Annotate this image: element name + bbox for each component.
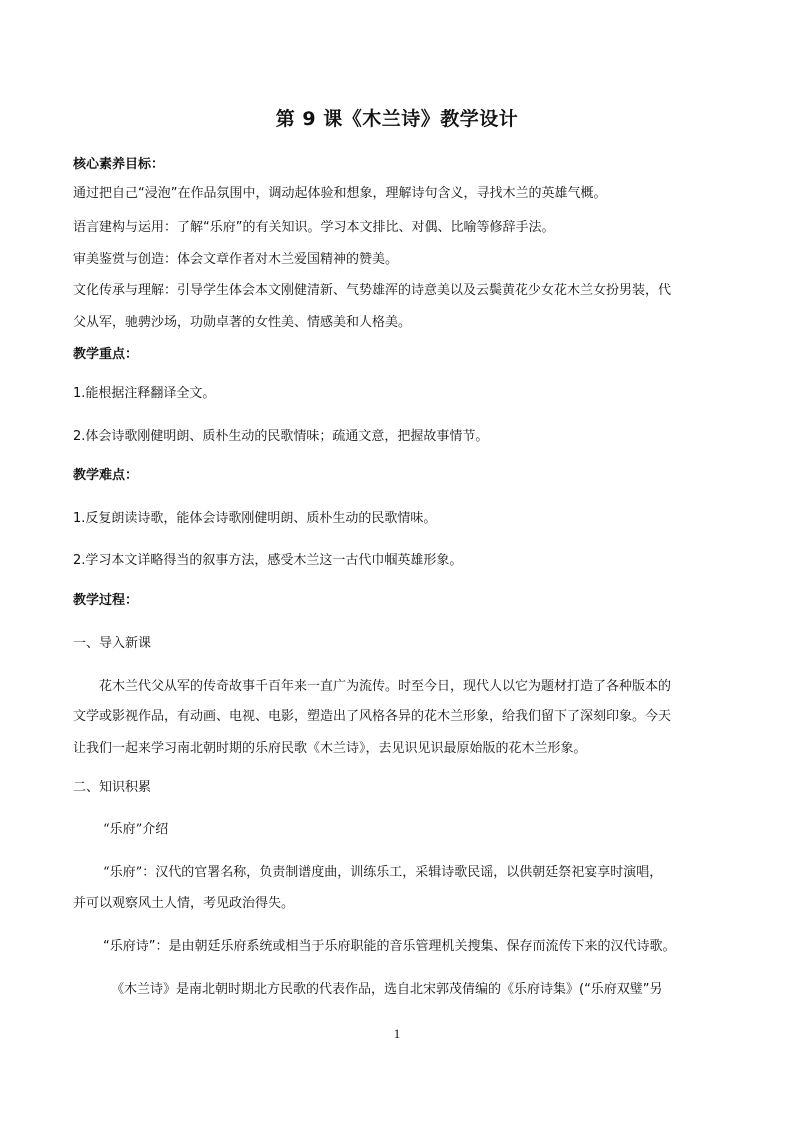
goal-paragraph: 父从军，驰骋沙场，功勋卓著的女性美、情感美和人格美。 — [73, 315, 412, 330]
core-goals-label: 核心素养目标： — [73, 157, 165, 172]
yuefu-heading: “乐府”介绍 — [103, 822, 169, 837]
goal-paragraph: 通过把自己“浸泡”在作品氛围中，调动起体验和想象，理解诗句含义，寻找木兰的英雄气概。 — [73, 186, 607, 201]
document-title: 第 9 课《木兰诗》教学设计 — [275, 108, 519, 130]
intro-paragraph: 让我们一起来学习南北朝时期的乐府民歌《木兰诗》，去见识见识最原始版的花木兰形象。 — [73, 741, 587, 756]
focus-label: 教学重点： — [73, 347, 139, 362]
goal-paragraph: 审美鉴赏与创造：体会文章作者对木兰爱国精神的赞美。 — [73, 252, 399, 267]
yuefu-paragraph: “乐府”：汉代的官署名称，负责制谱度曲，训练乐工，采辑诗歌民谣，以供朝廷祭祀宴享时演唱， — [103, 865, 663, 880]
process-label: 教学过程： — [73, 593, 139, 608]
difficulty-label: 教学难点： — [73, 468, 139, 483]
section-heading: 二、知识积累 — [73, 780, 152, 795]
focus-item: 1.能根据注释翻译全文。 — [73, 386, 216, 401]
intro-paragraph: 文学或影视作品，有动画、电视、电影，塑造出了风格各异的花木兰形象，给我们留下了深刻印象。今天 — [73, 709, 672, 724]
yuefu-paragraph: 并可以观察风土人情，考见政治得失。 — [73, 896, 295, 911]
focus-item: 2.体会诗歌刚健明朗、质朴生动的民歌情味；疏通文意，把握故事情节。 — [73, 429, 489, 444]
page-number: 1 — [393, 1026, 401, 1041]
yuefushi-paragraph: “乐府诗”：是由朝廷乐府系统或相当于乐府职能的音乐管理机关搜集、保存而流传下来的汉代诗歌。 — [103, 939, 676, 954]
goal-paragraph: 语言建构与运用：了解“乐府”的有关知识。学习本文排比、对偶、比喻等修辞手法。 — [73, 220, 555, 235]
goal-paragraph: 文化传承与理解：引导学生体会本文刚健清新、气势雄浑的诗意美以及云鬓黄花少女花木兰女扮男装，代 — [73, 283, 672, 298]
section-heading: 一、导入新课 — [73, 636, 152, 651]
intro-paragraph: 花木兰代父从军的传奇故事千百年来一直广为流传。时至今日，现代人以它为题材打造了各种版本的 — [99, 679, 672, 694]
mulan-paragraph: 《木兰诗》是南北朝时期北方民歌的代表作品，选自北宋郭茂倩编的《乐府诗集》(“乐府双璧”另 — [111, 982, 663, 997]
difficulty-item: 2.学习本文详略得当的叙事方法，感受木兰这一古代巾帼英雄形象。 — [73, 553, 463, 568]
difficulty-item: 1.反复朗读诗歌，能体会诗歌刚健明朗、质朴生动的民歌情味。 — [73, 511, 437, 526]
